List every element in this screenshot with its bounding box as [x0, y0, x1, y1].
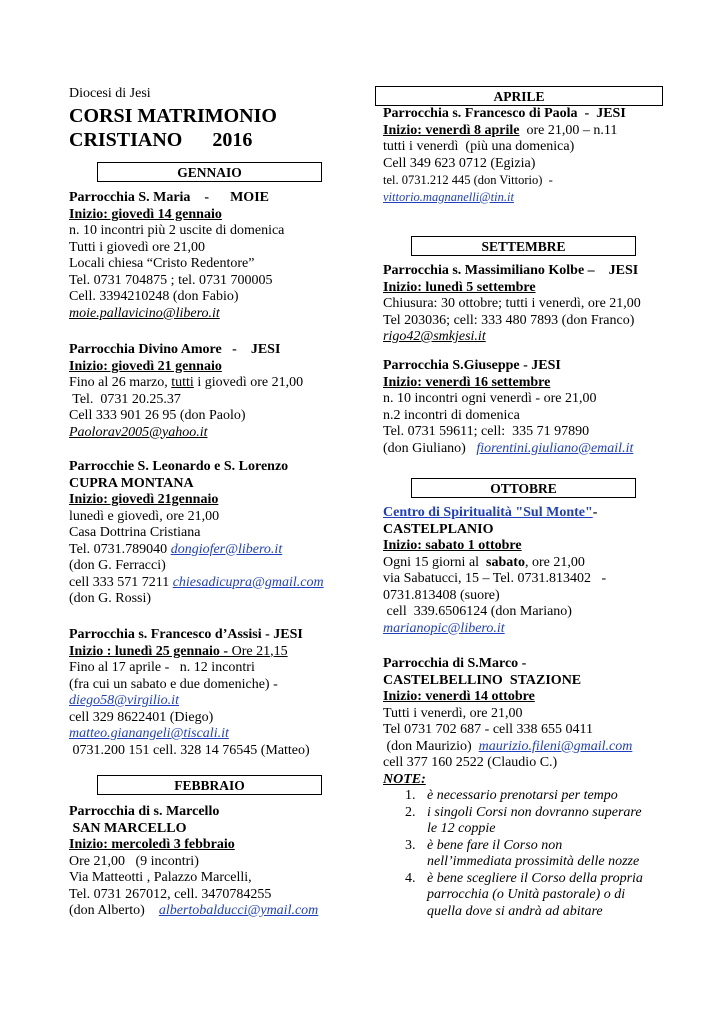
course-san-marcello — [69, 804, 344, 920]
note-number: 1. — [405, 788, 416, 803]
info-text: , ore 21,00 — [524, 554, 585, 570]
start-date: Inizio: giovedì 14 gennaio — [69, 206, 222, 222]
course-kolbe — [383, 263, 683, 346]
page-title-line2: CRISTIANO 2016 — [69, 129, 253, 151]
email-link[interactable]: moie.pallavicino@libero.it — [69, 305, 220, 321]
info-line: cell 339.6506124 (don Mariano) — [383, 604, 572, 619]
notes-title: NOTE: — [383, 771, 426, 787]
info-line: tel. 0731.212 445 (don Vittorio) - — [383, 173, 553, 187]
month-header-ottobre: OTTOBRE — [411, 478, 636, 498]
info-line: Casa Dottrina Cristiana — [69, 525, 201, 540]
email-link[interactable]: maurizio.fileni@gmail.com — [478, 738, 633, 754]
info-line: 0731.813408 (suore) — [383, 587, 500, 603]
parish-place: SAN MARCELLO — [69, 820, 187, 836]
month-header-aprile: APRILE — [375, 86, 663, 106]
email-link[interactable]: diego58@virgilio.it — [69, 693, 179, 708]
info-line: cell 377 160 2522 (Claudio C.) — [383, 755, 558, 770]
note-number: 3. — [405, 837, 416, 853]
month-header-gennaio: GENNAIO — [97, 162, 322, 182]
info-line: n. 10 incontri ogni venerdì - ore 21,00 — [383, 391, 597, 406]
info-line: Tutti i giovedì ore 21,00 — [69, 239, 205, 255]
start-time: Ore 21,15 — [231, 643, 288, 659]
start-date: Inizio: giovedì 21 gennaio — [69, 358, 222, 374]
start-date: Inizio: venerdì 16 settembre — [383, 374, 551, 390]
email-link[interactable]: fiorentini.giuliano@email.it — [476, 440, 634, 456]
info-line: Tel. 0731 704875 ; tel. 0731 700005 — [69, 272, 273, 288]
info-line: Chiusura: 30 ottobre; tutti i venerdì, ore 21,00 — [383, 296, 641, 311]
email-link[interactable]: Paolorav2005@yahoo.it — [69, 424, 208, 440]
parish-place: CASTELPLANIO — [383, 521, 494, 537]
info-bold: sabato — [486, 554, 525, 570]
info-line: (don G. Rossi) — [69, 591, 152, 606]
note-item — [383, 805, 643, 838]
center-link[interactable]: Centro di Spiritualità "Sul Monte" — [383, 505, 593, 520]
info-text: i giovedì ore 21,00 — [193, 375, 304, 390]
start-date: Inizio: mercoledì 3 febbraio — [69, 837, 235, 852]
email-link[interactable]: rigo42@smkjesi.it — [383, 329, 486, 344]
info-line: Tel. 0731 20.25.37 — [69, 391, 181, 407]
course-assisi — [69, 627, 344, 759]
note-item — [383, 871, 643, 921]
info-line: Tel 0731 702 687 - cell 338 655 0411 — [383, 722, 594, 737]
info-line: cell 329 8622401 (Diego) — [69, 709, 214, 725]
parish-place: CUPRA MONTANA — [69, 475, 194, 491]
diocese-label: Diocesi di Jesi — [69, 86, 151, 101]
course-san-marco — [383, 656, 683, 920]
email-link[interactable]: albertobalducci@ymail.com — [158, 903, 319, 918]
info-line: via Sabatucci, 15 – Tel. 0731.813402 - — [383, 571, 607, 586]
email-link[interactable]: dongiofer@libero.it — [170, 541, 283, 557]
start-date: Inizio: venerdì 14 ottobre — [383, 689, 535, 704]
parish-name: Parrocchia s. Francesco d’Assisi - JESI — [69, 627, 303, 642]
course-moie — [69, 190, 344, 322]
email-link[interactable]: marianopic@libero.it — [383, 620, 505, 636]
info-line: Cell 333 901 26 95 (don Paolo) — [69, 408, 246, 423]
info-text: Tel. 0731.789040 — [69, 541, 171, 557]
separator-text: - — [592, 505, 598, 520]
start-date: Inizio : lunedì 25 gennaio - — [69, 643, 232, 659]
parish-name: Parrocchia di S.Marco - — [383, 656, 527, 671]
start-date: Inizio: sabato 1 ottobre — [383, 538, 522, 553]
info-line: n. 10 incontri più 2 uscite di domenica — [69, 223, 285, 238]
info-line: Tel. 0731 59611; cell: 335 71 97890 — [383, 424, 590, 439]
info-line: Tel. 0731 267012, cell. 3470784255 — [69, 886, 272, 902]
month-header-febbraio: FEBBRAIO — [97, 775, 322, 795]
note-text: i singoli Corsi non dovranno superare le 12 coppie — [427, 804, 642, 836]
info-line: (don G. Ferracci) — [69, 558, 166, 573]
page-title-line1: CORSI MATRIMONIO — [69, 105, 277, 127]
course-sul-monte — [383, 505, 683, 637]
start-date: Inizio: lunedì 5 settembre — [383, 279, 536, 295]
notes-list — [383, 788, 643, 920]
parish-name: Parrocchia S. Maria - MOIE — [69, 190, 269, 205]
info-text: cell 333 571 7211 — [69, 574, 173, 590]
info-text: Fino al 26 marzo, — [69, 375, 172, 390]
info-line: Fino al 17 aprile - n. 12 incontri — [69, 660, 255, 675]
parish-name: Parrocchia Divino Amore - JESI — [69, 342, 281, 357]
note-number: 4. — [405, 870, 416, 886]
info-line: (fra cui un sabato e due domeniche) - — [69, 676, 278, 692]
parish-name: Parrocchia S.Giuseppe - JESI — [383, 358, 561, 373]
info-text: Ogni 15 giorni al — [383, 554, 487, 570]
info-line: Tutti i venerdì, ore 21,00 — [383, 705, 523, 721]
note-item — [383, 838, 643, 871]
course-cupra-montana — [69, 459, 344, 608]
info-underlined: tutti — [171, 375, 194, 390]
info-text: (don Giuliano) — [383, 440, 477, 456]
note-item — [383, 788, 643, 805]
info-line: Cell 349 623 0712 (Egizia) — [383, 155, 536, 171]
info-line: Tel 203036; cell: 333 480 7893 (don Franco) — [383, 312, 635, 328]
info-line: lunedì e giovedì, ore 21,00 — [69, 508, 220, 524]
info-line: Cell. 3394210248 (don Fabio) — [69, 289, 239, 304]
info-line: Ore 21,00 (9 incontri) — [69, 853, 199, 869]
parish-name: Parrocchia s. Francesco di Paola - JESI — [383, 106, 626, 121]
info-line: Locali chiesa “Cristo Redentore” — [69, 256, 255, 271]
email-link[interactable]: matteo.gianangeli@tiscali.it — [69, 726, 229, 741]
start-date: Inizio: venerdì 8 aprile — [383, 122, 520, 138]
course-san-giuseppe — [383, 358, 683, 457]
info-text: (don Maurizio) — [383, 738, 479, 754]
note-text: è bene fare il Corso non nell’immediata prossimità delle nozze — [427, 837, 640, 869]
parish-name: Parrocchia di s. Marcello — [69, 804, 220, 819]
info-line: n.2 incontri di domenica — [383, 407, 520, 423]
parish-name: Parrocchie S. Leonardo e S. Lorenzo — [69, 459, 289, 474]
note-number: 2. — [405, 804, 416, 820]
note-text: è bene scegliere il Corso della propria parrocchia (o Unità pastorale) o di quella dove si andrà ad abitare — [427, 870, 643, 919]
info-line: Via Matteotti , Palazzo Marcelli, — [69, 870, 252, 885]
info-line: tutti i venerdì (più una domenica) — [383, 139, 575, 154]
email-link[interactable]: chiesadicupra@gmail.com — [172, 574, 324, 590]
start-time: ore 21,00 – n.11 — [519, 122, 618, 138]
info-line: 0731.200 151 cell. 328 14 76545 (Matteo) — [69, 742, 310, 758]
parish-name: Parrocchia s. Massimiliano Kolbe – JESI — [383, 263, 639, 278]
email-link[interactable]: vittorio.magnanelli@tin.it — [383, 189, 514, 204]
start-date: Inizio: giovedì 21gennaio — [69, 492, 219, 507]
note-text: è necessario prenotarsi per tempo — [427, 788, 618, 803]
course-divino-amore — [69, 342, 344, 441]
parish-place: CASTELBELLINO STAZIONE — [383, 672, 582, 688]
month-header-settembre: SETTEMBRE — [411, 236, 636, 256]
course-paola — [383, 106, 683, 205]
info-text: (don Alberto) — [69, 903, 159, 918]
